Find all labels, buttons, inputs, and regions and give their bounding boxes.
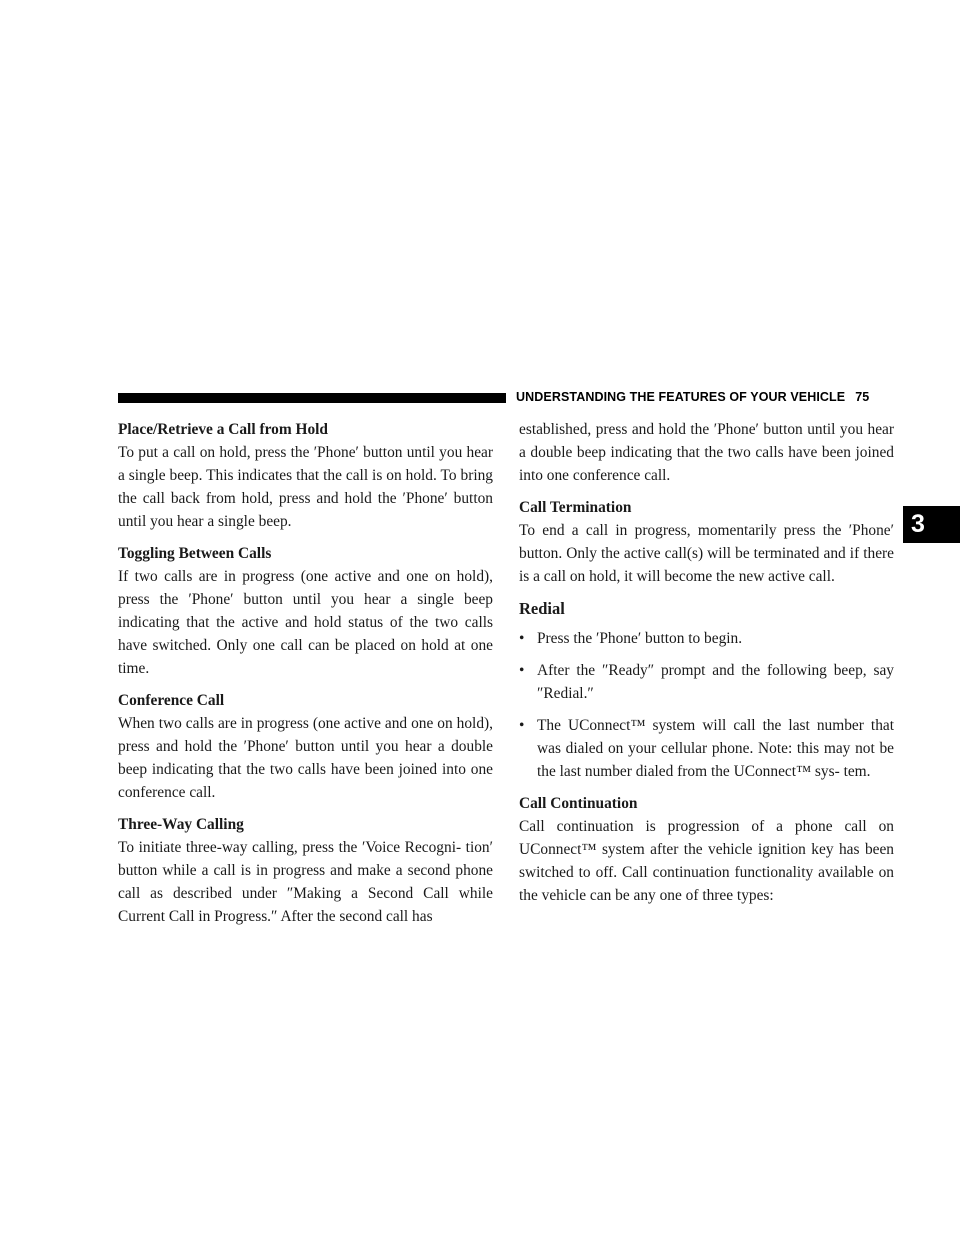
continued-paragraph: established, press and hold the ′Phone′ button until you hear a double beep indicating that the two calls have been joined into one conference call. bbox=[519, 421, 894, 484]
list-item-text: Press the ′Phone′ button to begin. bbox=[537, 630, 743, 647]
section-heading: Toggling Between Calls bbox=[118, 545, 272, 562]
section-body: Call continuation is progression of a phone call on UConnect™ system after the vehicle ignition key has been switched to off. Call continuation functionality available on the vehicle can be any one of three types: bbox=[519, 818, 894, 904]
section-body: When two calls are in progress (one active and one on hold), press and hold the ′Phone′ button until you hear a double beep indicating that the two calls have been joined into one conference call. bbox=[118, 715, 493, 801]
section-heading: Conference Call bbox=[118, 692, 225, 709]
section-heading: Call Termination bbox=[519, 499, 632, 516]
section-body: To initiate three-way calling, press the ′Voice Recogni- tion′ button while a call is in progress and make a second phone call as described under ″Making a Second Call while Current Call in Progress.″ After the second call has bbox=[118, 839, 493, 925]
chapter-tab: 3 bbox=[903, 506, 960, 543]
section-place-retrieve-hold bbox=[118, 418, 493, 533]
section-redial bbox=[519, 597, 894, 783]
section-body: If two calls are in progress (one active and one on hold), press the ′Phone′ button until you hear a single beep indicating that the active and hold status of the two calls have switched. Only one call can be placed on hold at one time. bbox=[118, 568, 493, 677]
list-item bbox=[519, 714, 894, 783]
section-heading: Three-Way Calling bbox=[118, 816, 244, 833]
section-call-termination bbox=[519, 496, 894, 588]
list-item-text: The UConnect™ system will call the last number that was dialed on your cellular phone. Note: this may not be the last number dialed from the UConnect™ sys- tem. bbox=[537, 717, 894, 780]
section-heading: Redial bbox=[519, 599, 565, 618]
bullet-icon: • bbox=[519, 630, 525, 647]
bullet-icon: • bbox=[519, 717, 525, 734]
bullet-icon: • bbox=[519, 662, 525, 679]
section-three-way-calling bbox=[118, 813, 493, 928]
section-toggling-between-calls bbox=[118, 542, 493, 680]
left-column bbox=[118, 418, 493, 937]
section-conference-call bbox=[118, 689, 493, 804]
list-item bbox=[519, 659, 894, 705]
page-number: 75 bbox=[855, 390, 870, 404]
list-item-text: After the ″Ready″ prompt and the following beep, say ″Redial.″ bbox=[537, 662, 894, 702]
list-item bbox=[519, 627, 894, 650]
running-header bbox=[516, 390, 904, 404]
right-column bbox=[519, 418, 894, 916]
header-title: UNDERSTANDING THE FEATURES OF YOUR VEHICLE bbox=[516, 390, 846, 404]
redial-bullet-list bbox=[519, 627, 894, 783]
section-body: To put a call on hold, press the ′Phone′ button until you hear a single beep. This indicates that the call is on hold. To bring the call back from hold, press and hold the ′Phone′ button until you hear a single beep. bbox=[118, 444, 493, 530]
section-heading: Call Continuation bbox=[519, 795, 638, 812]
section-heading: Place/Retrieve a Call from Hold bbox=[118, 421, 328, 438]
section-call-continuation bbox=[519, 792, 894, 907]
section-body: To end a call in progress, momentarily press the ′Phone′ button. Only the active call(s) will be terminated and if there is a call on hold, it will become the new active call. bbox=[519, 522, 894, 585]
header-rule bbox=[118, 393, 506, 403]
